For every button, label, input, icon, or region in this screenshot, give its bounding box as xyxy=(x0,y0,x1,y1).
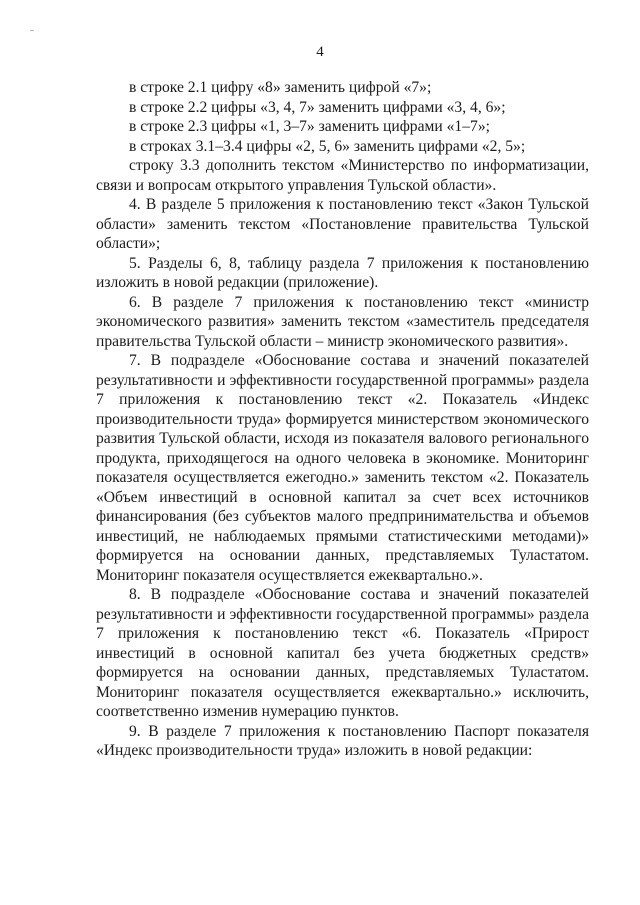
paragraph-item-8: 8. В подразделе «Обоснование состава и значений показателей результативности и эффективности государственной программы» раздела 7 приложения к постановлению текст «6. Показатель «Прирост инвестиций в основной капитал без учета бюджетных средств» формируется на основании данных, представляемых Туластатом. Мониторинг показателя осуществляется ежеквартально.» исключить, соответственно изменив нумерацию пунктов. xyxy=(96,586,589,720)
paragraph-line-2-2: в строке 2.2 цифры «3, 4, 7» заменить цифрами «3, 4, 6»; xyxy=(129,98,506,116)
paragraph-item-5: 5. Разделы 6, 8, таблицу раздела 7 приложения к постановлению изложить в новой редакции (приложение). xyxy=(96,254,589,291)
page-number: 4 xyxy=(316,44,324,60)
paragraph-item-9: 9. В разделе 7 приложения к постановлению Паспорт показателя «Индекс производительности труда» изложить в новой редакции: xyxy=(96,722,589,759)
paragraph-line-2-3: в строке 2.3 цифры «1, 3–7» заменить цифрами «1–7»; xyxy=(129,118,490,135)
paragraph-item-7: 7. В подразделе «Обоснование состава и значений показателей результативности и эффективности государственной программы» раздела 7 приложения к постановлению текст «2. Показатель «Индекс производительности труда» формируется министерством экономического развития Тульской области, исходя из показателя валового регионального продукта, приходящегося на одного человека в экономике. Мониторинг показателя осуществляется ежегодно.» заменить текстом «2. Показатель «Объем инвестиций в основной капитал за счет всех источников финансирования (без субъектов малого предпринимательства и объемов инвестиций, не наблюдаемых прямыми статистическими методами)» формируется на основании данных, представляемых Туластатом. Мониторинг показателя осуществляется ежеквартально.». xyxy=(96,352,589,584)
paragraph-item-6: 6. В разделе 7 приложения к постановлению текст «министр экономического развития» заменить текстом «заместитель председателя правительства Тульской области – министр экономического развития». xyxy=(96,293,589,350)
paragraph-line-2-1: в строке 2.1 цифру «8» заменить цифрой «7»; xyxy=(129,79,432,96)
scan-artifact xyxy=(30,30,34,31)
paragraph-line-3-3: строку 3.3 дополнить текстом «Министерство по информатизации, связи и вопросам открытого управления Тульской области». xyxy=(96,157,589,194)
paragraph-item-4: 4. В разделе 5 приложения к постановлению текст «Закон Тульской области» заменить текстом «Постановление правительства Тульской области»; xyxy=(96,196,589,252)
paragraph-lines-3-1-3-4: в строках 3.1–3.4 цифры «2, 5, 6» заменить цифрами «2, 5»; xyxy=(129,137,526,155)
document-body xyxy=(96,78,589,761)
